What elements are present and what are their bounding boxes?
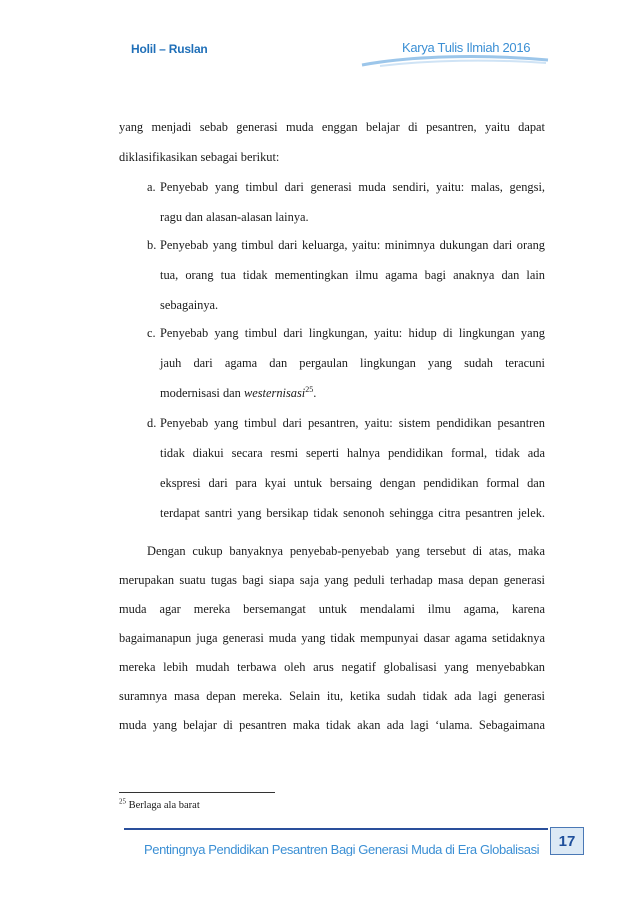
list-item-label: c. bbox=[147, 326, 156, 340]
footnote bbox=[119, 797, 200, 811]
footer-rule bbox=[124, 828, 548, 830]
footnote-separator bbox=[119, 792, 275, 793]
header-swoosh-decoration bbox=[360, 54, 550, 68]
footnote-reference[interactable]: 25 bbox=[305, 384, 314, 394]
paragraph-line-first: Dengan cukup banyaknya penyebab-penyebab yang tersebut di atas, maka bbox=[147, 544, 545, 558]
footnote-text: Berlaga ala barat bbox=[126, 800, 200, 811]
paragraph-line: bagaimanapun juga generasi muda yang tidak mempunyai dasar agama setidaknya bbox=[119, 631, 545, 645]
list-item-line: sebagainya. bbox=[160, 298, 219, 312]
list-item-line: Penyebab yang timbul dari pesantren, yaitu: sistem pendidikan pesantren bbox=[160, 416, 545, 430]
list-item-line: tua, orang tua tidak mementingkan ilmu agama bagi anaknya dan lain bbox=[160, 268, 545, 282]
list-item-line: Penyebab yang timbul dari keluarga, yaitu: minimnya dukungan dari orang bbox=[160, 238, 545, 252]
paragraph-line: merupakan suatu tugas bagi siapa saja yang peduli terhadap masa depan generasi bbox=[119, 573, 545, 587]
list-item-line: tidak diakui secara resmi seperti halnya pendidikan formal, tidak ada bbox=[160, 446, 545, 460]
list-item-text: modernisasi dan bbox=[160, 386, 244, 400]
list-item-text: . bbox=[313, 386, 317, 400]
list-item-line: ragu dan alasan-alasan lainya. bbox=[160, 210, 309, 224]
list-item-line: ekspresi dari para kyai untuk bersaing dengan pendidikan formal dan bbox=[160, 476, 545, 490]
list-item-line: jauh dari agama dan pergaulan lingkungan yang sudah teracuni bbox=[160, 356, 545, 370]
intro-line: diklasifikasikan sebagai berikut: bbox=[119, 150, 280, 164]
header-authors: Holil – Ruslan bbox=[131, 42, 208, 56]
footer-title: Pentingnya Pendidikan Pesantren Bagi Generasi Muda di Era Globalisasi bbox=[144, 842, 540, 856]
list-item-line: terdapat santri yang bersikap tidak senonoh sehingga citra pesantren jelek. bbox=[160, 506, 545, 520]
footnote-number: 25 bbox=[119, 797, 126, 806]
list-item-line: Penyebab yang timbul dari lingkungan, yaitu: hidup di lingkungan yang bbox=[160, 326, 545, 340]
paragraph-line: mereka lebih mudah terbawa oleh arus negatif globalisasi yang menyebabkan bbox=[119, 660, 545, 674]
page-number: 17 bbox=[550, 827, 584, 855]
header-title: Karya Tulis Ilmiah 2016 bbox=[402, 40, 531, 55]
list-item-line-last bbox=[160, 386, 316, 401]
list-item-line: Penyebab yang timbul dari generasi muda sendiri, yaitu: malas, gengsi, bbox=[160, 180, 545, 194]
paragraph-line: muda agar mereka bersemangat untuk mendalami ilmu agama, karena bbox=[119, 602, 545, 616]
list-item-label: a. bbox=[147, 180, 156, 194]
list-item-label: b. bbox=[147, 238, 157, 252]
paragraph-line: muda yang belajar di pesantren maka tidak akan ada lagi ‘ulama. Sebagaimana bbox=[119, 718, 545, 732]
intro-line: yang menjadi sebab generasi muda enggan belajar di pesantren, yaitu dapat bbox=[119, 120, 545, 134]
list-item-label: d. bbox=[147, 416, 157, 430]
list-item-italic-term: westernisasi bbox=[243, 386, 306, 400]
paragraph-line: suramnya masa depan mereka. Selain itu, ketika sudah tidak ada lagi generasi bbox=[119, 689, 545, 703]
